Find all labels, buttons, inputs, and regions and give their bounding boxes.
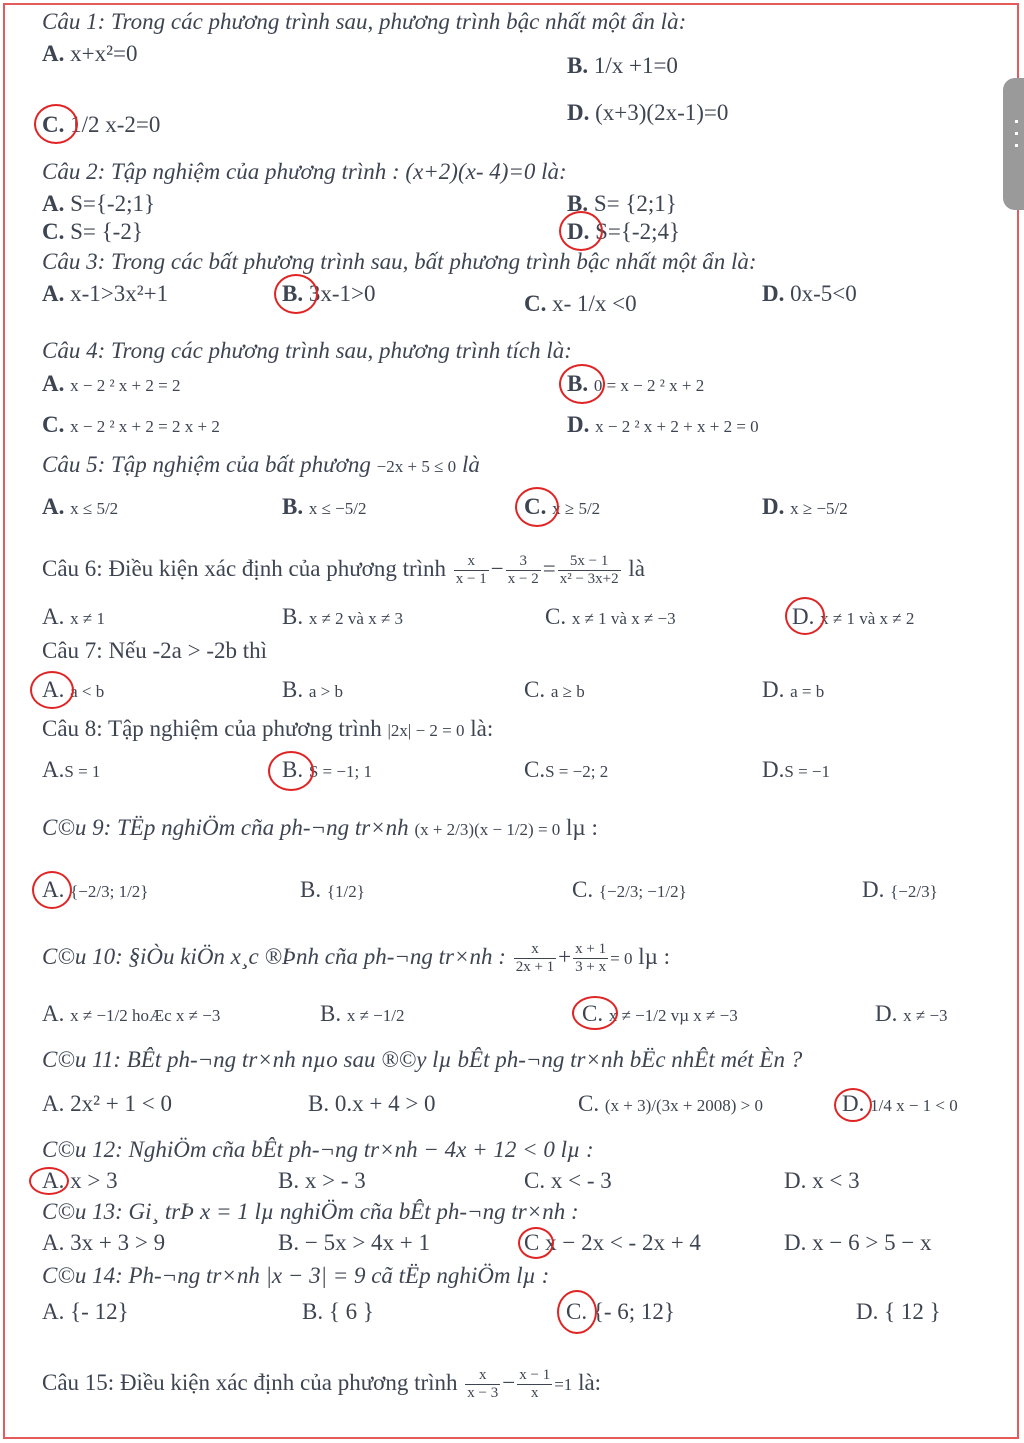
q8-option-a: A.S = 1 bbox=[42, 757, 101, 782]
side-handle[interactable] bbox=[1003, 78, 1024, 210]
q13-option-c: C x − 2x < - 2x + 4 bbox=[524, 1230, 701, 1255]
q6-option-c: C. x ≠ 1 và x ≠ −3 bbox=[545, 604, 676, 629]
q11-option-d: D. 1/4 x − 1 < 0 bbox=[842, 1091, 958, 1116]
q3-option-c: C. x- 1/x <0 bbox=[524, 291, 637, 316]
fraction: $\frac{x + 1}{3 + x}$ bbox=[575, 941, 607, 975]
q2-option-b: B. S= {2;1} bbox=[567, 191, 677, 216]
q14-option-c: C. {- 6; 12} bbox=[566, 1299, 675, 1324]
q14-option-b: B. { 6 } bbox=[302, 1299, 374, 1324]
q10-title: C©u 10: §iÒu kiÖn x¸c ®Þnh cña ph-¬ng tr×nh : $\frac{x}{2x + 1}$ + $\frac{x + 1}{3 + x}$ = 0 lµ : bbox=[42, 941, 671, 975]
q7-option-b: B. a > b bbox=[282, 677, 343, 702]
answer-circle bbox=[834, 1088, 872, 1122]
q3-title: Câu 3: Trong các bất phương trình sau, bất phương trình bậc nhất một ẩn là: bbox=[42, 249, 757, 274]
q12-option-c: C. x < - 3 bbox=[524, 1168, 612, 1193]
fraction: $\frac{x}{x - 1}$ bbox=[455, 553, 487, 587]
q13-option-d: D. x − 6 > 5 − x bbox=[784, 1230, 932, 1255]
q4-option-c: C. x − 2 ² x + 2 = 2 x + 2 bbox=[42, 412, 220, 437]
q6-option-b: B. x ≠ 2 và x ≠ 3 bbox=[282, 604, 404, 629]
q8-title: Câu 8: Tập nghiệm của phương trình |2x| − 2 = 0 là: bbox=[42, 716, 494, 741]
q1-title: Câu 1: Trong các phương trình sau, phương trình bậc nhất một ẩn là: bbox=[42, 9, 687, 34]
q11-title: C©u 11: BÊt ph-¬ng tr×nh nµo sau ®©y lµ bÊt ph-¬ng tr×nh bËc nhÊt mét Èn ? bbox=[42, 1047, 803, 1072]
q10-option-b: B. x ≠ −1/2 bbox=[320, 1001, 405, 1026]
q4-option-a: A. x − 2 ² x + 2 = 2 bbox=[42, 371, 181, 396]
q9-option-c: C. {−2/3; −1/2} bbox=[572, 877, 687, 902]
q15-title: Câu 15: Điều kiện xác định của phương trình $\frac{x}{x - 3}$ − $\frac{x - 1}{x}$ =1 là: bbox=[42, 1367, 602, 1401]
q6-option-a: A. x ≠ 1 bbox=[42, 604, 105, 629]
q5-option-a: A. x ≤ 5/2 bbox=[42, 494, 119, 519]
q7-option-c: C. a ≥ b bbox=[524, 677, 585, 702]
q2-option-a: A. S={-2;1} bbox=[42, 191, 156, 216]
answer-circle bbox=[515, 487, 559, 527]
q12-option-d: D. x < 3 bbox=[784, 1168, 860, 1193]
q11-option-c: C. (x + 3)/(3x + 2008) > 0 bbox=[578, 1091, 763, 1116]
q7-option-d: D. a = b bbox=[762, 677, 825, 702]
answer-circle bbox=[32, 871, 72, 909]
q2-option-c: C. S= {-2} bbox=[42, 219, 143, 244]
q14-option-a: A. {- 12} bbox=[42, 1299, 129, 1324]
q12-option-b: B. x > - 3 bbox=[278, 1168, 366, 1193]
q10-option-d: D. x ≠ −3 bbox=[875, 1001, 948, 1026]
q8-option-d: D.S = −1 bbox=[762, 757, 831, 782]
fraction: $\frac{x}{2x + 1}$ bbox=[515, 941, 555, 975]
q14-title: C©u 14: Ph-¬ng tr×nh |x − 3| = 9 cã tËp nghiÖm lµ : bbox=[42, 1263, 550, 1288]
q8-option-c: C.S = −2; 2 bbox=[524, 757, 609, 782]
answer-circle bbox=[29, 1167, 69, 1195]
q9-title: C©u 9: TËp nghiÖm cña ph-¬ng tr×nh (x + 2/3)(x − 1/2) = 0 lµ : bbox=[42, 815, 598, 840]
q5-option-d: D. x ≥ −5/2 bbox=[762, 494, 848, 519]
q9-option-a: A. {−2/3; 1/2} bbox=[42, 877, 149, 902]
q3-option-b: B. 3x-1>0 bbox=[282, 281, 376, 306]
q8-option-b: B. S = −1; 1 bbox=[282, 757, 372, 782]
answer-circle bbox=[572, 996, 618, 1030]
answer-circle bbox=[785, 597, 825, 635]
q6-title: Câu 6: Điều kiện xác định của phương trình $\frac{x}{x - 1}$ − $\frac{3}{x - 2}$ = $\frac{5x - 1}{\text{x² − 3x+2}}$ là bbox=[42, 553, 645, 587]
q7-title: Câu 7: Nếu -2a > -2b thì bbox=[42, 638, 268, 663]
q12-title: C©u 12: NghiÖm cña bÊt ph-¬ng tr×nh − 4x + 12 < 0 lµ : bbox=[42, 1137, 594, 1162]
q10-option-c: C. x ≠ −1/2 vµ x ≠ −3 bbox=[582, 1001, 738, 1026]
q13-title: C©u 13: Gi¸ trÞ x = 1 lµ nghiÖm cña bÊt ph-¬ng tr×nh : bbox=[42, 1199, 579, 1224]
q5-title: Câu 5: Tập nghiệm của bất phương −2x + 5 ≤ 0 là bbox=[42, 452, 480, 477]
q13-option-a: A. 3x + 3 > 9 bbox=[42, 1230, 166, 1255]
fraction: $\frac{5x - 1}{\text{x² − 3x+2}}$ bbox=[559, 553, 619, 587]
q9-option-d: D. {−2/3} bbox=[862, 877, 938, 902]
answer-circle bbox=[274, 274, 318, 314]
answer-circle bbox=[559, 364, 605, 404]
q3-option-d: D. 0x-5<0 bbox=[762, 281, 857, 306]
fraction: $\frac{x - 1}{x}$ bbox=[519, 1367, 551, 1401]
q11-option-a: A. 2x² + 1 < 0 bbox=[42, 1091, 172, 1116]
q2-option-d: D. S={-2;4} bbox=[567, 219, 681, 244]
q4-title: Câu 4: Trong các phương trình sau, phương trình tích là: bbox=[42, 338, 572, 363]
q1-option-d: D. (x+3)(2x-1)=0 bbox=[567, 100, 729, 125]
answer-circle bbox=[268, 751, 314, 791]
q14-option-d: D. { 12 } bbox=[856, 1299, 941, 1324]
answer-circle bbox=[30, 671, 74, 709]
q3-option-a: A. x-1>3x²+1 bbox=[42, 281, 169, 306]
q7-option-a: A. a < b bbox=[42, 677, 105, 702]
q13-option-b: B. − 5x > 4x + 1 bbox=[278, 1230, 431, 1255]
q12-option-a: A. x > 3 bbox=[42, 1168, 118, 1193]
q5-option-c: C. x ≥ 5/2 bbox=[524, 494, 601, 519]
answer-circle bbox=[557, 1290, 597, 1334]
q11-option-b: B. 0.x + 4 > 0 bbox=[308, 1091, 436, 1116]
q9-option-b: B. {1/2} bbox=[300, 877, 365, 902]
answer-circle bbox=[559, 211, 603, 251]
q1-option-c: C. 1/2 x-2=0 bbox=[42, 112, 161, 137]
fraction: $\frac{x}{x - 3}$ bbox=[467, 1367, 499, 1401]
q1-option-a: A. x+x²=0 bbox=[42, 41, 138, 66]
q6-option-d: D. x ≠ 1 và x ≠ 2 bbox=[792, 604, 915, 629]
q1-option-b: B. 1/x +1=0 bbox=[567, 53, 678, 78]
answer-circle bbox=[518, 1227, 554, 1259]
answer-circle bbox=[34, 104, 78, 144]
q4-option-d: D. x − 2 ² x + 2 + x + 2 = 0 bbox=[567, 412, 759, 437]
q4-option-b: B. 0 = x − 2 ² x + 2 bbox=[567, 371, 705, 396]
fraction: $\frac{3}{x - 2}$ bbox=[507, 553, 539, 587]
q10-option-a: A. x ≠ −1/2 hoÆc x ≠ −3 bbox=[42, 1001, 221, 1026]
q2-title: Câu 2: Tập nghiệm của phương trình : (x+2)(x- 4)=0 là: bbox=[42, 159, 567, 184]
q5-option-b: B. x ≤ −5/2 bbox=[282, 494, 367, 519]
